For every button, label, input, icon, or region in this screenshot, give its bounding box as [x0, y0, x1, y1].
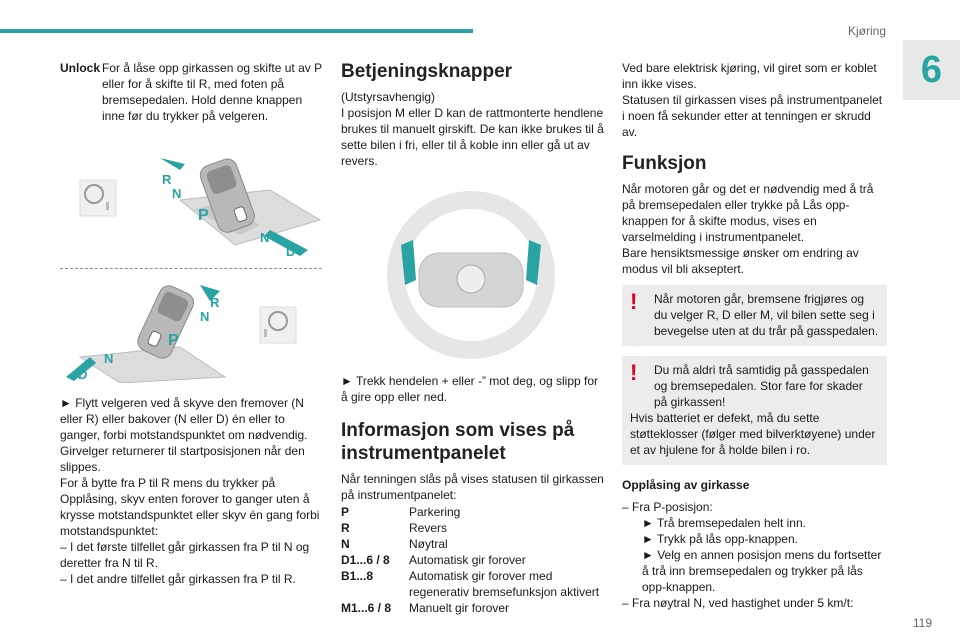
step-3: ► Velg en annen posisjon mens du fortsetter å trå inn bremsepedalen og trykker på lås opp-knappen. — [642, 548, 882, 594]
column-3 — [622, 60, 887, 611]
gear-key: B1...8 — [341, 569, 374, 583]
steering-wheel-icon — [80, 180, 116, 216]
table-row — [341, 568, 605, 600]
warning-icon: ! — [630, 360, 638, 385]
chapter-number: 6 — [920, 48, 943, 91]
gear-desc: Nøytral — [409, 537, 448, 551]
warning-icon: ! — [630, 289, 638, 314]
chapter-title: Kjøring — [847, 24, 886, 38]
p-to-r-instruction: For å bytte fra P til R mens du trykker på Opplåsing, skyv enten forover to ganger uten å krysse motstandspunktet eller skyv én gang forbi motstandspunktet: — [60, 476, 320, 538]
unlock-definition — [60, 60, 322, 124]
warning-box-1 — [622, 285, 887, 346]
dash-item-2: – I det andre tilfellet går girkassen fra P til R. — [60, 572, 296, 586]
warning-text-1: Når motoren går, bremsene frigjøres og du velger R, D eller M, vil bilen sette seg i bevegelse uten at du trår på gasspedalen. — [654, 292, 879, 338]
gear-status-table — [341, 504, 605, 616]
function-text-2: Bare hensiktsmessige ønsker om endring av modus vil bli akseptert. — [622, 246, 859, 276]
dash-item-1: – I det første tilfellet går girkassen fra P til N og deretter fra N til R. — [60, 540, 310, 570]
fig2-letter-p: P — [168, 332, 179, 349]
gear-lever-figure-2 — [60, 277, 322, 383]
page-number: 119 — [912, 616, 932, 630]
warning-text-2b: Hvis batteriet er defekt, må du sette støtteklosser (følger med bilverktøyene) under et av hjulene for å holde bilen i ro. — [630, 411, 876, 457]
table-row — [341, 520, 605, 536]
step-1: ► Trå bremsepedalen helt inn. — [642, 516, 806, 530]
heading-funksjon: Funksjon — [622, 153, 707, 174]
steering-wheel-paddles-illustration — [341, 185, 605, 361]
heading-informasjon: Informasjon som vises på instrumentpanelet — [341, 420, 575, 464]
table-row — [341, 552, 605, 568]
gear-desc: Parkering — [409, 505, 461, 519]
fig2-letter-n: N — [200, 309, 210, 324]
gear-desc: Automatisk gir forover med regenerativ bremsefunksjon aktivert — [409, 569, 600, 599]
table-row — [341, 504, 605, 520]
from-n-label: – Fra nøytral N, ved hastighet under 5 km/t: — [622, 596, 854, 610]
table-row — [341, 600, 605, 616]
info-intro: Når tenningen slås på vises statusen til girkassen på instrumentpanelet: — [341, 472, 604, 502]
gear-key: R — [341, 521, 350, 535]
chapter-tab — [903, 40, 960, 100]
steering-wheel-icon — [260, 307, 296, 343]
fig1-letter-n2: N — [260, 230, 270, 245]
steering-wheel-figure — [341, 185, 605, 361]
gear-key: D1...6 / 8 — [341, 553, 390, 567]
optional-note: (Utstyrsavhengig) — [341, 90, 436, 104]
figure-divider — [60, 268, 322, 269]
unlock-label: Unlock — [60, 61, 101, 75]
column-1 — [60, 60, 322, 587]
paddle-instruction: ► Trekk hendelen + eller -” mot deg, og slipp for å gire opp eller ned. — [341, 374, 599, 404]
header-accent-bar — [0, 29, 473, 33]
function-text: Når motoren går og det er nødvendig med å trå på bremsepedalen eller trykke på Lås opp-knappen for å skifte modus, vises en varselmelding i instrumentpanelet. — [622, 182, 874, 244]
table-row — [341, 536, 605, 552]
step-2: ► Trykk på lås opp-knappen. — [642, 532, 798, 546]
gear-lever-figure-1 — [60, 150, 322, 262]
gear-lever-backward-illustration — [60, 277, 322, 383]
electric-note: Ved bare elektrisk kjøring, vil giret som er koblet inn ikke vises. — [622, 61, 877, 91]
fig1-letter-p: P — [198, 207, 209, 224]
gear-key: N — [341, 537, 350, 551]
from-p-label: – Fra P-posisjon: — [622, 500, 713, 514]
gear-key: P — [341, 505, 350, 519]
heading-betjeningsknapper: Betjeningsknapper — [341, 61, 513, 82]
fig1-letter-d: D — [286, 244, 296, 259]
gear-lever-forward-illustration — [60, 150, 322, 262]
status-note: Statusen til girkassen vises på instrumentpanelet i noen få sekunder etter at tenningen er skrudd av. — [622, 93, 883, 139]
gear-desc: Automatisk gir forover — [409, 553, 526, 567]
paddle-intro: I posisjon M eller D kan de rattmonterte hendlene brukes til manuelt girskift. De kan ikke brukes til å sette bilen i fri, eller til å koble inn eller gå ut av revers. — [341, 106, 604, 168]
gear-desc: Manuelt gir forover — [409, 601, 510, 615]
move-instruction: ► Flytt velgeren ved å skyve den fremover (N eller R) eller bakover (N eller D) én eller to ganger, forbi motstandspunktet om nødvendig. Girvelger returnerer til startposisjonen når den slippes. — [60, 396, 308, 474]
fig1-letter-n: N — [172, 186, 182, 201]
unlock-text: For å låse opp girkassen og skifte ut av P eller for å skifte til R, med foten på bremsepedalen. Hold denne knappen inne før du trykker på velgeren. — [102, 61, 322, 123]
fig1-letter-r: R — [162, 172, 172, 187]
fig2-letter-n2: N — [104, 351, 114, 366]
gear-key: M1...6 / 8 — [341, 601, 392, 615]
subheading-opplasing: Opplåsing av girkasse — [622, 478, 750, 492]
fig2-letter-d: D — [78, 367, 88, 382]
column-2 — [341, 60, 605, 616]
warning-text-2a: Du må aldri trå samtidig på gasspedalen og bremsepedalen. Stor fare for skader på girkassen! — [654, 363, 869, 409]
gear-desc: Revers — [409, 521, 448, 535]
warning-box-2 — [622, 356, 887, 465]
fig2-letter-r: R — [210, 295, 220, 310]
